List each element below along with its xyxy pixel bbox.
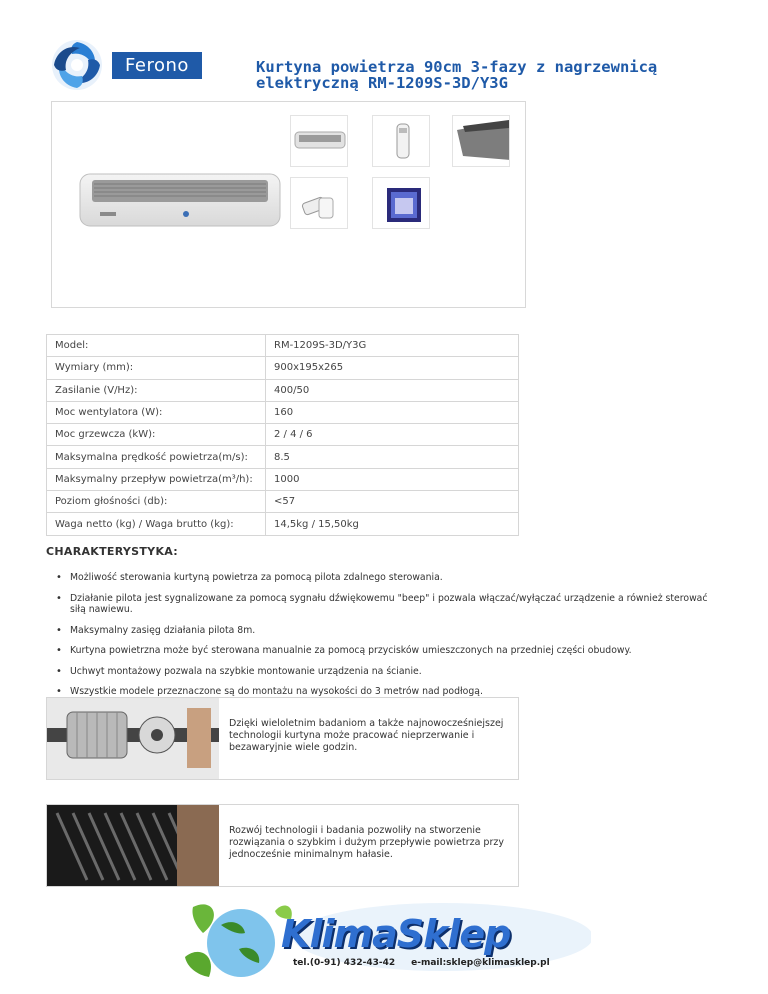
spec-label: Waga netto (kg) / Waga brutto (kg): [47,513,266,535]
info-box-airflow [46,804,519,887]
thumb-air-curtain-side[interactable] [290,115,348,167]
spec-label: Moc wentylatora (W): [47,401,266,423]
banner-email[interactable]: e-mail:sklep@klimasklep.pl [411,958,550,968]
banner-contact [293,958,566,968]
table-row [47,424,519,446]
list-item: • Kurtyna powietrzna może być sterowana manualnie za pomocą przycisków umieszczonych na przedniej części obudowy. [70,645,720,657]
main-product-image[interactable] [70,132,290,242]
klimasklep-banner[interactable] [183,897,591,985]
spec-value: 2 / 4 / 6 [266,424,519,446]
table-row [47,491,519,513]
list-item: • Możliwość sterowania kurtyną powietrza za pomocą pilota zdalnego sterowania. [70,572,720,584]
table-row [47,446,519,468]
spec-value: 400/50 [266,379,519,401]
product-gallery [51,101,526,308]
spec-label: Wymiary (mm): [47,357,266,379]
info-box-text: Rozwój technologii i badania pozwoliły na stworzenie rozwiązania o szybkim i dużym przepływie powietrza przy jednocześnie minimalnym hałasie. [229,825,504,860]
banner-phone: tel.(0-91) 432-43-42 [293,958,396,968]
list-item: • Wszystkie modele przeznaczone są do montażu na wysokości do 3 metrów nad podłogą. [70,686,720,698]
table-row [47,513,519,535]
list-item: • Maksymalny zasięg działania pilota 8m. [70,625,720,637]
spec-label: Maksymalny przepływ powietrza(m³/h): [47,468,266,490]
product-title: Kurtyna powietrza 90cm 3-fazy z nagrzewnicą elektryczną RM-1209S-3D/Y3G [256,58,658,92]
spec-value: 1000 [266,468,519,490]
table-row [47,401,519,423]
spec-label: Maksymalna prędkość powietrza(m/s): [47,446,266,468]
spec-label: Zasilanie (V/Hz): [47,379,266,401]
list-item: • Działanie pilota jest sygnalizowane za pomocą sygnału dźwiękowemu "beep" i pozwala włączać/wyłączać urządzenie a również sterować siłą nawiewu. [70,593,720,616]
features-list [70,572,720,698]
spec-table [46,334,519,536]
spec-value: 900x195x265 [266,357,519,379]
spec-value: RM-1209S-3D/Y3G [266,335,519,357]
ferono-logo [50,38,200,92]
spec-value: 14,5kg / 15,50kg [266,513,519,535]
spec-label: Model: [47,335,266,357]
table-row [47,379,519,401]
thumb-remote-control[interactable] [372,115,430,167]
fan-photo [47,805,219,886]
table-row [47,335,519,357]
features-heading: CHARAKTERYSTYKA: [46,545,178,558]
spec-label: Moc grzewcza (kW): [47,424,266,446]
spec-value: 8.5 [266,446,519,468]
thumb-remote-holder[interactable] [290,177,348,229]
info-box-text: Dzięki wieloletnim badaniom a także najnowocześniejszej technologii kurtyna może pracować nieprzerwanie i bezawaryjnie wiele godzin. [229,718,504,753]
list-item: • Uchwyt montażowy pozwala na szybkie montowanie urządzenia na ścianie. [70,666,720,678]
spec-value: <57 [266,491,519,513]
motor-photo [47,698,219,779]
banner-brand: KlimaSklep [281,912,511,956]
info-box-reliability [46,697,519,780]
thumb-airflow-range-chart[interactable] [372,177,430,229]
spec-value: 160 [266,401,519,423]
thumb-grille-detail[interactable] [452,115,510,167]
table-row [47,357,519,379]
spec-label: Poziom głośności (db): [47,491,266,513]
logo-wordmark: Ferono [112,52,202,79]
table-row [47,468,519,490]
ferono-swirl-icon [50,38,104,92]
